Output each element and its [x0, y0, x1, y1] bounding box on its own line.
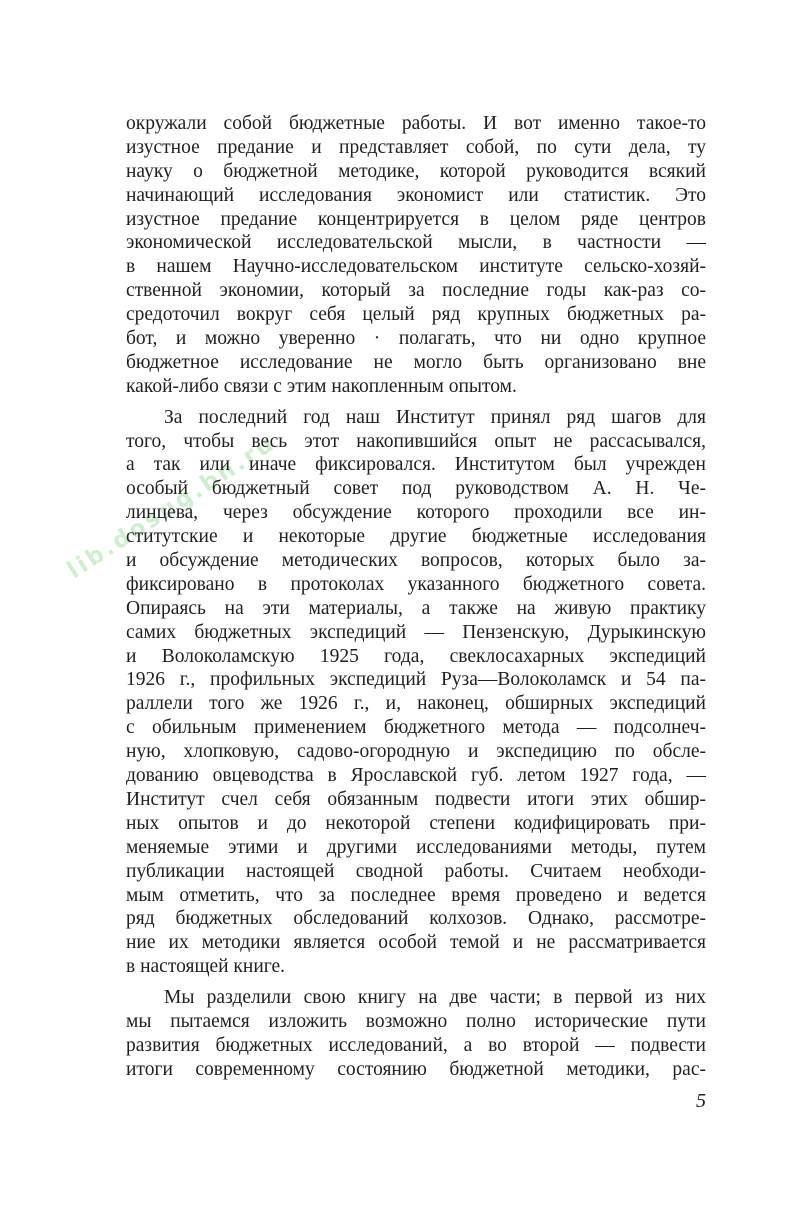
text-line: меняемые этими и другими исследованиями методы, путем [126, 836, 706, 858]
text-line: ститутские и некоторые другие бюджетные исследования [126, 526, 706, 548]
text-line: публикации настоящей сводной работы. Считаем необходи- [126, 860, 706, 882]
paragraph-gap [126, 399, 706, 406]
text-line: Институт счел себя обязанным подвести итоги этих обшир- [126, 788, 706, 810]
text-line: и обсуждение методических вопросов, которых было за- [126, 550, 706, 572]
watermark: lib.dosug.bn.ru [62, 429, 281, 584]
body-text [126, 112, 706, 1082]
text-line: мым отметить, что за последнее время проведено и ведется [126, 884, 706, 906]
text-line: За последний год наш Институт принял ряд шагов для [164, 406, 706, 428]
page-number: 5 [696, 1090, 706, 1112]
paragraph-1 [126, 112, 706, 399]
text-line: развития бюджетных исследований, а во второй — подвести [126, 1034, 706, 1056]
text-line: науку о бюджетной методике, которой руководится всякий [126, 160, 706, 182]
text-line: раллели того же 1926 г., и, наконец, обширных экспедиций [126, 693, 706, 715]
text-line: начинающий исследования экономист или статистик. Это [126, 184, 706, 206]
text-line: ную, хлопковую, садово-огородную и экспедицию по обсле- [126, 741, 706, 763]
text-line: а так или иначе фиксировался. Институтом был учрежден [126, 454, 706, 476]
paragraph-2 [126, 406, 706, 979]
text-line: средоточил вокруг себя целый ряд крупных бюджетных ра- [126, 304, 706, 326]
text-line: линцева, через обсуждение которого проходили все ин- [126, 502, 706, 524]
text-line: какой-либо связи с этим накопленным опытом. [126, 375, 517, 397]
text-line: дованию овцеводства в Ярославской губ. летом 1927 года, — [126, 765, 706, 787]
text-line: изустное предание концентрируется в целом ряде центров [126, 208, 706, 230]
text-line: особый бюджетный совет под руководством А. Н. Че- [126, 478, 706, 500]
text-line: Мы разделили свою книгу на две части; в первой из них [164, 987, 706, 1009]
text-line: ственной экономии, который за последние годы как-раз со- [126, 280, 706, 302]
text-line: ние их методики является особой темой и не рассматривается [126, 932, 706, 954]
paragraph-gap [126, 979, 706, 986]
text-line: окружали собой бюджетные работы. И вот именно такое-то [126, 113, 706, 134]
text-line: мы пытаемся изложить возможно полно исторические пути [126, 1010, 706, 1032]
text-line: в настоящей книге. [126, 956, 286, 978]
text-line: ряд бюджетных обследований колхозов. Однако, рассмотре- [126, 908, 706, 930]
text-line: ных опытов и до некоторой степени кодифицировать при- [126, 812, 706, 834]
text-line: экономической исследовательской мысли, в частности — [126, 232, 706, 254]
text-line: изустное предание и представляет собой, по сути дела, ту [126, 136, 706, 158]
text-line: самих бюджетных экспедиций — Пензенскую, Дурыкинскую [126, 621, 706, 643]
text-line: в нашем Научно-исследовательском институте сельско-хозяй- [126, 256, 706, 278]
text-line: с обильным применением бюджетного метода — подсолнеч- [126, 717, 706, 739]
text-line: бюджетное исследование не могло быть организовано вне [126, 351, 706, 373]
text-line: бот, и можно уверенно · полагать, что ни одно крупное [126, 328, 706, 350]
text-line: того, чтобы весь этот накопившийся опыт не рассасывался, [126, 430, 706, 452]
text-line: 1926 г., профильных экспедиций Руза—Волоколамск и 54 па- [126, 669, 706, 691]
text-line: итоги современному состоянию бюджетной методики, рас- [126, 1058, 706, 1080]
text-line: и Волоколамскую 1925 года, свеклосахарных экспедиций [126, 645, 706, 667]
text-line: Опираясь на эти материалы, а также на живую практику [126, 597, 706, 619]
text-line: фиксировано в протоколах указанного бюджетного совета. [126, 573, 706, 595]
paragraph-3 [126, 986, 706, 1082]
